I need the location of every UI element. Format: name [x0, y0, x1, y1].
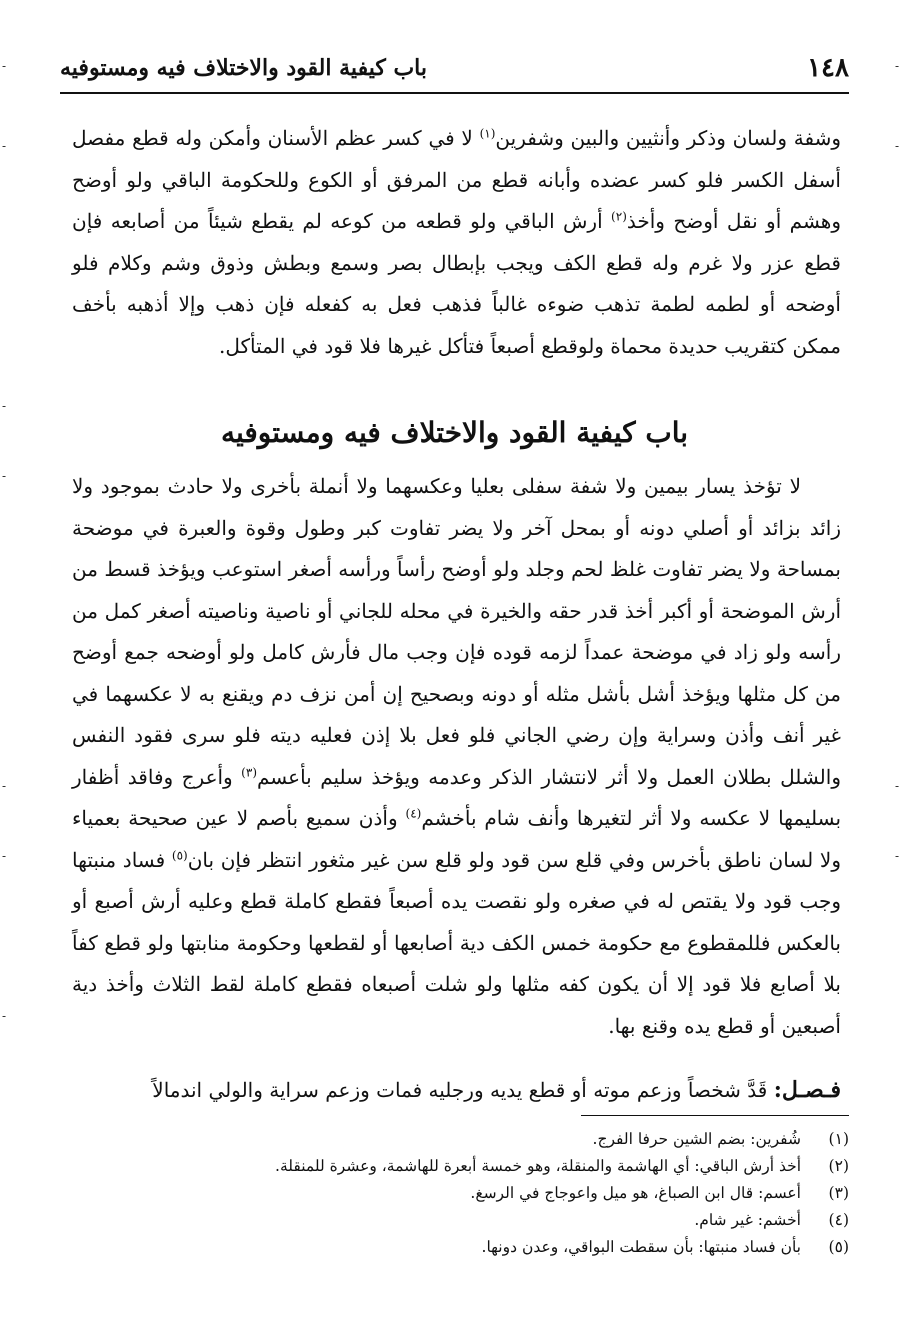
footnote-text: أخذ أرش الباقي: أي الهاشمة والمنقلة، وهو خمسة أبعرة للهاشمة، وعشرة للمنقلة. [275, 1157, 801, 1175]
footnote-ref-1: (١) [479, 126, 496, 141]
footnote-2 [60, 1153, 849, 1180]
margin-mark: - [2, 779, 7, 793]
running-header [60, 48, 849, 88]
footnote-ref-2: (٢) [611, 209, 627, 224]
margin-mark: - [2, 1009, 7, 1023]
footnote-text: بأن فساد منبتها: بأن سقطت البواقي، وعدن دونها. [481, 1238, 801, 1256]
footnote-number: (٤) [828, 1211, 849, 1229]
footnote-ref-4: (٤) [405, 806, 422, 821]
paragraph-1 [72, 118, 841, 367]
margin-mark: - [2, 139, 7, 153]
paragraph-2-text-c: وأذن سميع بأصم لا عين صحيحة بعمياء ولا لسان ناطق بأخرس وفي قلع سن قود ولو قلع سن غير مثغور انتظر فإن بان [72, 806, 841, 872]
footnotes [60, 1126, 849, 1261]
margin-mark: - [2, 59, 7, 73]
page-number: ١٤٨ [807, 53, 849, 83]
margin-mark: - [2, 849, 7, 863]
footnote-3 [60, 1180, 849, 1207]
section-title: باب كيفية القود والاختلاف فيه ومستوفيه [220, 416, 689, 449]
margin-mark: - [2, 469, 7, 483]
footnote-ref-5: (٥) [171, 847, 188, 862]
footnote-text: أخشم: غير شام. [694, 1211, 801, 1229]
running-title: باب كيفية القود والاختلاف فيه ومستوفيه [60, 55, 428, 81]
footnote-1 [60, 1126, 849, 1153]
paragraph-2-text-b: وأعرج وفاقد أظفار بسليمها لا عكسه ولا أثر لتغيرها وأنف شام بأخشم [72, 764, 842, 830]
margin-mark: - [895, 139, 900, 153]
footnote-4 [60, 1207, 849, 1234]
paragraph-2-text-a: لا تؤخذ يسار بيمين ولا شفة سفلى بعليا وعكسهما ولا أنملة بأخرى ولا حادث بموجود ولا زائد بزائد أو أصلي دونه أو بمحل آخر ولا يضر تفاوت كبر وطول وقوة والعبرة في موضحة بمساحة ولا يضر تفاوت غلظ لحم وجلد ولو أوضح رأساً ورأسه أصغر استوعب ويؤخذ قسط من أرش الموضحة أو أكبر أخذ قدر حقه والخيرة في محله للجاني أو ناصية وناصيته أصغر كمل من رأسه ولو زاد في موضحة عمداً لزمه قوده فإن وجب مال فأرش كامل ولو أوضحه جمع أوضح من كل مثلها ويؤخذ أشل بأشل مثله أو دونه وبصحيح إن أمن نزف دم ويقنع به لا عكسهما في غير أنف وأذن وسراية وإن رضي الجاني فلو فعل بلا إذن فعليه ديته فلو سرى فقود النفس والشلل بطلان العمل ولا أثر لانتشار الذكر وعدمه ويؤخذ سليم بأعسم [72, 474, 841, 789]
margin-mark: - [895, 59, 900, 73]
fasl-label: فـصـل: [773, 1077, 841, 1103]
fasl-paragraph [72, 1070, 841, 1112]
paragraph-1-text-b: لا في كسر عظم الأسنان وأمكن وله قطع مفصل أسفل الكسر فلو كسر عضده وأبانه قطع من المرفق أو الكوع وللحكومة الباقي ولو أوضح وهشم أو نقل أوضح وأخذ [72, 126, 841, 233]
footnote-number: (٥) [828, 1238, 849, 1256]
footnote-ref-3: (٣) [241, 764, 257, 779]
footnote-number: (١) [828, 1130, 849, 1148]
margin-mark: - [895, 849, 900, 863]
header-rule [60, 92, 849, 94]
margin-mark: - [895, 779, 900, 793]
footnote-text: شُفرين: بضم الشين حرفا الفرج. [592, 1130, 801, 1148]
paragraph-1-text-a: وشفة ولسان وذكر وأنثيين والبين وشفرين [495, 126, 841, 150]
footnote-number: (٣) [828, 1184, 849, 1202]
paragraph-2 [72, 466, 841, 1047]
paragraph-1-text-c: أرش الباقي ولو قطعه من كوعه لم يقطع شيئاً من أصابعه فإن قطع عزر ولا غرم وله قطع الكف ويجب بإبطال بصر وسمع وبطش وذوق وشم وكلام فلو أوضحه أو لطمه لطمة تذهب ضوءه غالباً فذهب فعل به كفعله فإن ذهب وإلا أذهبه بأخف ممكن كتقريب حديدة محماة ولوقطع أصبعاً فتأكل غيرها فلا قود في المتأكل. [72, 209, 841, 358]
footnote-text: أعسم: قال ابن الصباغ، هو ميل واعوجاج في الرسغ. [470, 1184, 801, 1202]
footnote-number: (٢) [828, 1157, 849, 1175]
footnote-5 [60, 1234, 849, 1261]
margin-mark: - [2, 399, 7, 413]
footnote-separator [581, 1115, 849, 1116]
fasl-text: قَدَّ شخصاً وزعم موته أو قطع يديه ورجليه فمات وزعم سراية والولي اندمالاً [152, 1078, 774, 1102]
paragraph-2-text-d: فساد منبتها وجب قود ولا يقتص له في صغره ولو نقصت يده أصبعاً فقطع كاملة قطع وعليه أرش أصبع أو بالعكس فللمقطوع مع حكومة خمس الكف دية أصابعها أو لقطعها وحكومة منابتها ولو قطع كفاً بلا أصابع فلا قود إلا أن يكون كفه مثلها ولو شلت أصبعاه فقطع كاملة لقط الثلاث وأخذ دية أصبعين أو قطع يده وقنع بها. [72, 847, 841, 1038]
